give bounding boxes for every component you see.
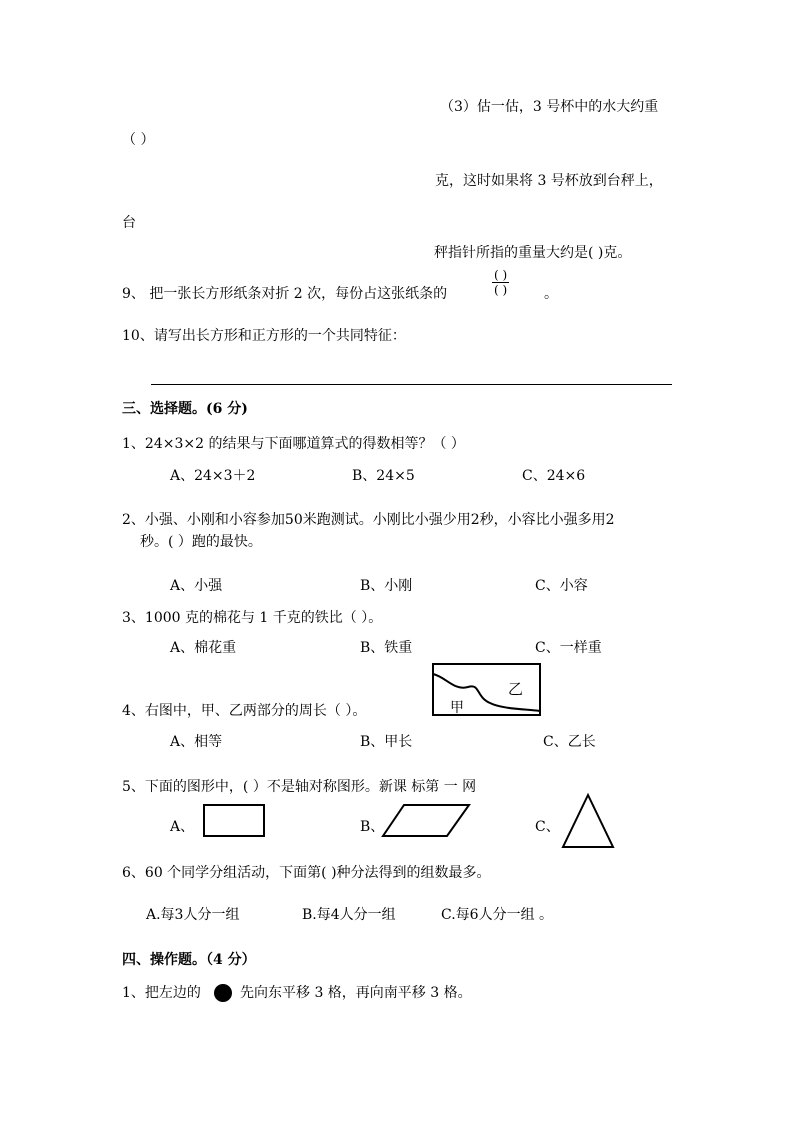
p3-q4-option-a: A、相等: [170, 734, 223, 750]
p3-q3-option-a: A、棉花重: [170, 640, 237, 656]
p3-q4-option-c: C、乙长: [543, 734, 596, 750]
p3-q1-stem: 1、24×3×2 的结果与下面哪道算式的得数相等？（ ）: [122, 436, 465, 452]
q8-line3: 秤指针所指的重量大约是( )克。: [434, 245, 632, 261]
q9-fraction-denominator: ( ): [494, 283, 508, 297]
p3-q1-option-c: C、24×6: [522, 468, 586, 484]
triangle-shape: [562, 794, 614, 848]
q8-line2: 克，这时如果将 3 号杯放到台秤上，: [435, 173, 663, 189]
p3-q5-stem: 5、下面的图形中，( ）不是轴对称图形。新课 标第 一 网: [122, 779, 477, 795]
rectangle-shape: [203, 804, 265, 837]
p3-q1-option-b: B、24×5: [352, 468, 415, 484]
q9-text: 9、 把一张长方形纸条对折 2 次，每份占这张纸条的: [122, 286, 448, 302]
figure-label-jia: 甲: [450, 700, 464, 716]
q8-tai: 台: [122, 215, 136, 231]
q9-end: 。: [544, 286, 558, 302]
p3-q2-option-c: C、小容: [535, 578, 588, 594]
p3-q2-option-b: B、小刚: [360, 578, 413, 594]
p3-q2-stem2: 秒。( ）跑的最快。: [140, 534, 262, 550]
p3-q2-stem: 2、小强、小刚和小容参加50米跑测试。小刚比小强少用2秒，小容比小强多用2: [122, 512, 615, 528]
p4-q1-before: 1、把左边的: [122, 985, 201, 1001]
q10-text: 10、请写出长方形和正方形的一个共同特征：: [122, 328, 406, 344]
q9-fraction: [492, 268, 509, 297]
perimeter-figure: [432, 663, 542, 717]
p3-q4-stem: 4、右图中，甲、乙两部分的周长（ ）。: [122, 703, 367, 719]
black-dot-icon: [213, 983, 233, 1003]
figure-label-yi: 乙: [508, 680, 524, 698]
parallelogram-shape: [382, 804, 470, 837]
q8-sub3-line1: （3）估一估，3 号杯中的水大约重: [440, 99, 659, 115]
q8-answer-paren: （ ）: [122, 132, 155, 148]
p3-q6-stem: 6、60 个同学分组活动，下面第( )种分法得到的组数最多。: [122, 865, 491, 881]
p3-q4-option-b: B、甲长: [360, 734, 413, 750]
part4-heading: 四、操作题。（4 分）: [122, 952, 256, 968]
q10-answer-line: [151, 384, 672, 385]
q9-fraction-numerator: ( ): [494, 268, 508, 282]
p3-q3-option-c: C、一样重: [535, 640, 602, 656]
p3-q1-option-a: A、24×3＋2: [170, 468, 256, 484]
p3-q3-stem: 3、1000 克的棉花与 1 千克的铁比（ ）。: [122, 610, 383, 626]
p3-q3-option-b: B、铁重: [360, 640, 413, 656]
p3-q2-option-a: A、小强: [170, 578, 223, 594]
p3-q6-option-a: A.每3人分一组: [146, 907, 240, 923]
p3-q6-option-b: B.每4人分一组: [302, 907, 396, 923]
p3-q6-option-c: C.每6人分一组 。: [441, 907, 554, 923]
part3-heading: 三、选择题。(6 分): [122, 401, 248, 417]
p3-q5-option-a: A、: [170, 819, 195, 835]
p3-q5-option-b: B、: [360, 819, 385, 835]
p3-q5-option-c: C、: [535, 819, 560, 835]
p4-q1-after: 先向东平移 3 格，再向南平移 3 格。: [240, 985, 472, 1001]
